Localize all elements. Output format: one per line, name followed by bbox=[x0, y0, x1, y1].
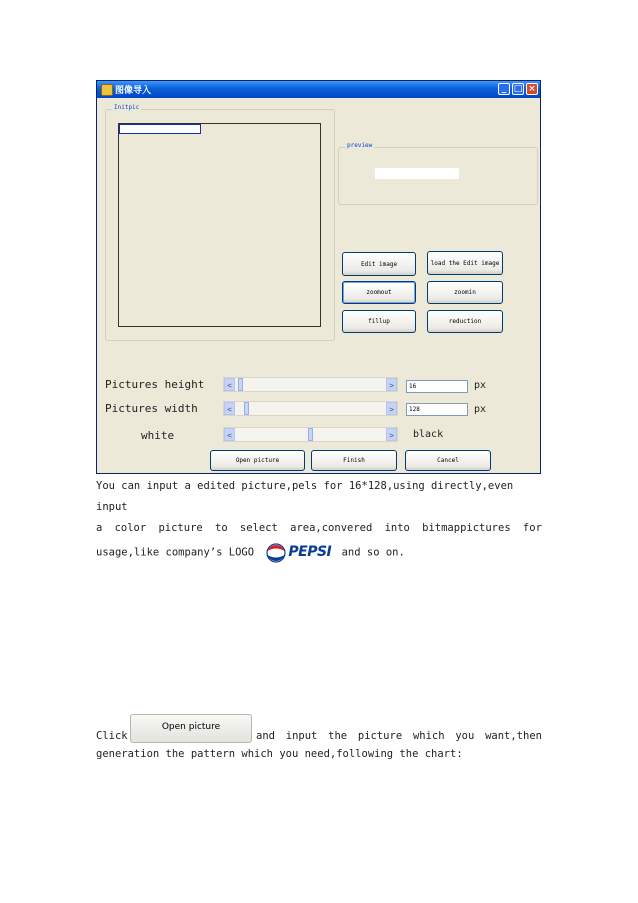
paragraph-2-line-1-word: picture bbox=[357, 730, 403, 742]
pictures-width-label: Pictures width bbox=[105, 402, 198, 415]
paragraph-1-line-2-word: for bbox=[522, 522, 542, 534]
initpic-group bbox=[105, 104, 335, 341]
paragraph-1-line-2-word: picture bbox=[158, 522, 203, 534]
height-slider-thumb[interactable] bbox=[238, 378, 243, 391]
width-slider-left-arrow-icon[interactable]: < bbox=[224, 402, 235, 415]
cancel-button: Cancel bbox=[405, 450, 491, 471]
paragraph-1-line-3 bbox=[96, 542, 542, 564]
inline-open-picture-button: Open picture bbox=[130, 714, 252, 743]
height-slider-right-arrow-icon[interactable]: > bbox=[386, 378, 397, 391]
height-unit: px bbox=[474, 380, 487, 391]
paragraph-1-line-2-word: select bbox=[239, 522, 278, 534]
height-slider[interactable] bbox=[223, 377, 398, 392]
paragraph-1-line-2 bbox=[96, 518, 542, 539]
paragraph-2-line-1-word: the bbox=[328, 730, 348, 742]
zoomout-button[interactable]: zoomout bbox=[342, 281, 416, 304]
paragraph-1-line-3-after: and so on. bbox=[341, 546, 405, 559]
title-bar[interactable] bbox=[97, 81, 540, 98]
paragraph-2-line-1-word: want,then bbox=[485, 730, 542, 742]
paragraph-1-line-1-text: You can input a edited picture,pels for 16*128,using directly,even input bbox=[96, 480, 514, 513]
height-input[interactable]: 16 bbox=[406, 380, 468, 393]
paragraph-1-line-2-word: area,convered bbox=[290, 522, 373, 534]
paragraph-2-line-1-word: input bbox=[285, 730, 318, 742]
paragraph-2-line-1-word: and bbox=[256, 730, 275, 742]
threshold-slider-right-arrow-icon[interactable]: > bbox=[386, 428, 397, 441]
paragraph-1-line-2-word: color bbox=[114, 522, 147, 534]
load-edit-image-button[interactable]: load the Edit image bbox=[427, 251, 503, 275]
paragraph-1-line-2-word: to bbox=[215, 522, 228, 534]
finish-button[interactable]: Finish bbox=[311, 450, 397, 471]
white-label: white bbox=[141, 429, 175, 442]
width-slider-thumb[interactable] bbox=[244, 402, 249, 415]
black-label: black bbox=[413, 429, 444, 440]
paragraph-2-line-1-word: which bbox=[412, 730, 445, 742]
pepsi-wordmark: PEPSI bbox=[288, 544, 332, 560]
fillup-button[interactable]: fillup bbox=[342, 310, 416, 333]
reduction-button[interactable]: reduction bbox=[427, 310, 503, 333]
height-slider-left-arrow-icon[interactable]: < bbox=[224, 378, 235, 391]
open-picture-button[interactable]: Open picture bbox=[210, 450, 305, 471]
close-icon[interactable]: × bbox=[526, 83, 538, 95]
paragraph-1-line-2-word: bitmappictures bbox=[422, 522, 511, 534]
maximize-icon[interactable]: □ bbox=[513, 84, 523, 94]
paragraph-1-line-3-before: usage,like company’s LOGO bbox=[96, 546, 255, 559]
minimize-icon[interactable]: _ bbox=[498, 83, 510, 95]
preview-image bbox=[375, 168, 459, 179]
paragraph-1-line-2-word: a bbox=[96, 522, 103, 534]
paragraph-2-line-2: generation the pattern which you need,following the chart: bbox=[96, 748, 463, 760]
threshold-slider-left-arrow-icon[interactable]: < bbox=[224, 428, 235, 441]
threshold-slider[interactable] bbox=[223, 427, 398, 442]
width-unit: px bbox=[474, 404, 487, 415]
width-input[interactable]: 128 bbox=[406, 403, 468, 416]
paragraph-1-line-2-word: into bbox=[384, 522, 410, 534]
initpic-label: Initpic bbox=[114, 104, 140, 111]
pepsi-logo bbox=[266, 542, 331, 563]
pictures-height-label: Pictures height bbox=[105, 378, 205, 391]
selection-rectangle[interactable] bbox=[119, 124, 201, 134]
initpic-canvas[interactable] bbox=[118, 123, 321, 327]
threshold-slider-thumb[interactable] bbox=[308, 428, 313, 441]
width-slider-right-arrow-icon[interactable]: > bbox=[386, 402, 397, 415]
paragraph-1 bbox=[96, 476, 542, 564]
image-import-window bbox=[96, 80, 541, 474]
preview-group bbox=[338, 142, 538, 205]
paragraph-2-line-1-word: you bbox=[455, 730, 475, 742]
pepsi-globe-icon bbox=[266, 543, 286, 563]
width-slider[interactable] bbox=[223, 401, 398, 416]
paragraph-1-line-1 bbox=[96, 476, 542, 518]
app-icon bbox=[101, 84, 113, 96]
window-title: 图像导入 bbox=[115, 86, 152, 96]
edit-image-button[interactable]: Edit image bbox=[342, 252, 416, 276]
zoomin-button[interactable]: zoomin bbox=[427, 281, 503, 304]
paragraph-2-click: Click bbox=[96, 730, 128, 742]
preview-label: preview bbox=[347, 142, 373, 149]
